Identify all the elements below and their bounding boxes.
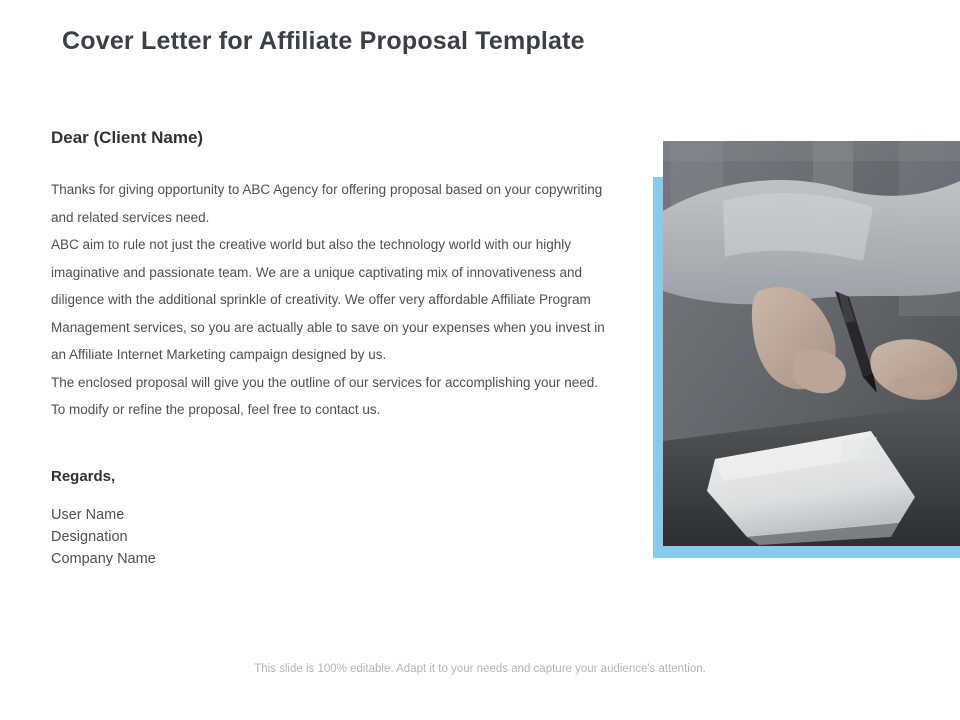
letter-paragraph-3: The enclosed proposal will give you the outline of our services for accomplishing your need. To modify or refine the proposal, feel free to contact us. xyxy=(51,374,599,417)
signature-block xyxy=(51,504,611,570)
letter-paragraph-2: ABC aim to rule not just the creative world but also the technology world with our highly imaginative and passionate team. We are a unique captivating mix of innovativeness and diligence with the additional sprinkle of creativity. We offer very affordable Affiliate Program Management services, so you are actually able to save on your expenses when you invest in an Affiliate Internet Marketing campaign designed by us. xyxy=(51,237,605,362)
letter-body xyxy=(51,128,611,570)
corner-stripe-secondary xyxy=(0,0,16,48)
corner-stripe-primary xyxy=(0,0,5,58)
page-title: Cover Letter for Affiliate Proposal Template xyxy=(62,27,585,55)
signature-name: User Name xyxy=(51,506,125,523)
signature-company: Company Name xyxy=(51,550,156,567)
salutation-text: Dear (Client Name) xyxy=(51,128,204,147)
image-frame xyxy=(653,141,960,558)
letter-paragraph-1: Thanks for giving opportunity to ABC Agency for offering proposal based on your copywriting and related services need. xyxy=(51,182,603,225)
footer-note: This slide is 100% editable. Adapt it to your needs and capture your audience's attention. xyxy=(254,663,706,675)
signature-designation: Designation xyxy=(51,528,128,545)
regards-label: Regards, xyxy=(51,467,116,485)
signing-document-image xyxy=(663,141,960,546)
corner-stripe-tertiary xyxy=(0,0,30,47)
